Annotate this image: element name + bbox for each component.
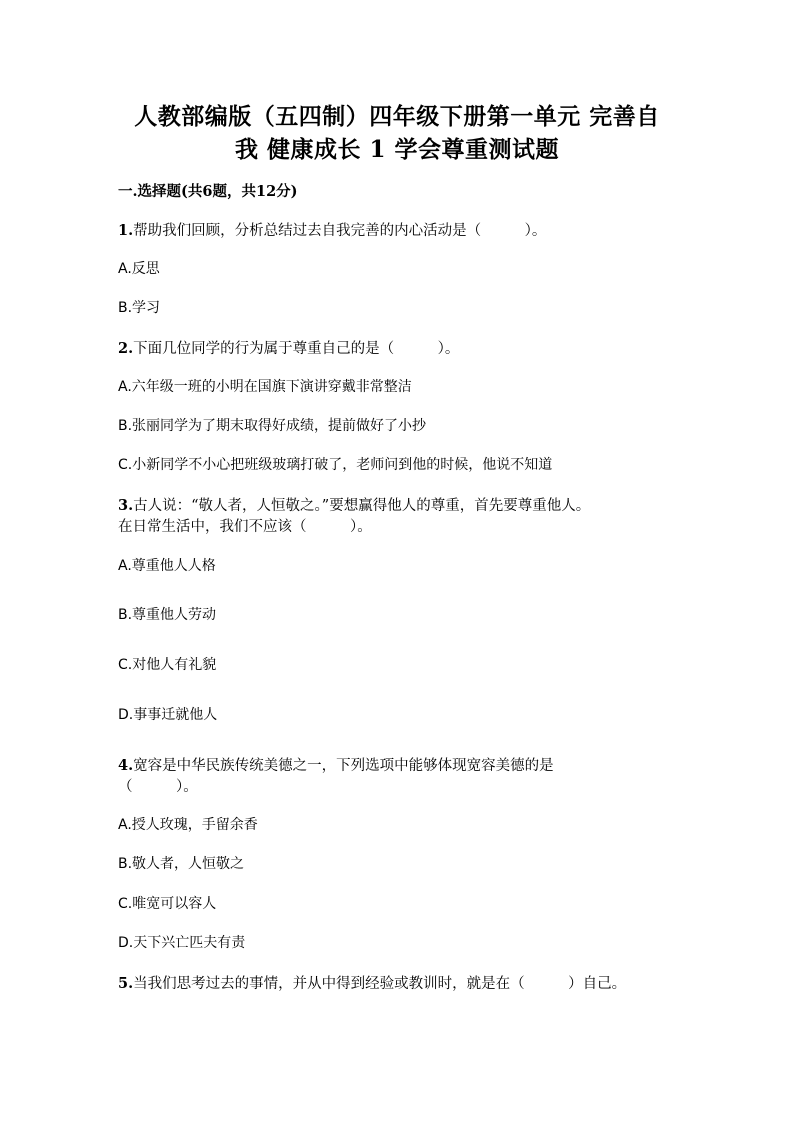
question-3 <box>118 494 590 515</box>
question-2-option-b: B.张丽同学为了期末取得好成绩，提前做好了小抄 <box>118 418 427 434</box>
question-3-option-d: D.事事迁就他人 <box>118 707 218 723</box>
question-1-number: 1. <box>118 222 134 239</box>
question-1-option-a: A.反思 <box>118 261 160 277</box>
section-heading: 一.选择题(共6题，共12分) <box>118 183 298 200</box>
question-4-text: 宽容是中华民族传统美德之一，下列选项中能够体现宽容美德的是 <box>133 758 554 774</box>
question-4-text-line-2: （ ）。 <box>118 779 198 795</box>
question-4-option-c: C.唯宽可以容人 <box>118 896 217 912</box>
question-3-option-c: C.对他人有礼貌 <box>118 657 217 673</box>
question-3-text: 古人说：“敬人者，人恒敬之。”要想赢得他人的尊重，首先要尊重他人。 <box>133 498 591 514</box>
question-4 <box>118 754 554 775</box>
question-5 <box>118 972 626 993</box>
question-1 <box>118 219 546 240</box>
question-2-number: 2. <box>118 340 134 357</box>
question-3-option-a: A.尊重他人人格 <box>118 558 216 574</box>
question-2-option-c: C.小新同学不小心把班级玻璃打破了，老师问到他的时候，他说不知道 <box>118 457 553 473</box>
question-1-text: 帮助我们回顾，分析总结过去自我完善的内心活动是（ ）。 <box>133 223 547 239</box>
document-title-line-2: 我 健康成长 1 学会尊重测试题 <box>234 136 560 163</box>
question-2 <box>118 337 459 358</box>
question-3-text-line-2: 在日常生活中，我们不应该（ ）。 <box>118 519 372 535</box>
question-2-option-a: A.六年级一班的小明在国旗下演讲穿戴非常整洁 <box>118 379 412 395</box>
question-4-number: 4. <box>118 757 134 774</box>
question-3-number: 3. <box>118 497 134 514</box>
question-4-option-d: D.天下兴亡匹夫有责 <box>118 935 246 951</box>
question-1-option-b: B.学习 <box>118 300 161 316</box>
question-4-option-b: B.敬人者，人恒敬之 <box>118 856 245 872</box>
question-4-option-a: A.授人玫瑰，手留余香 <box>118 817 258 833</box>
question-5-number: 5. <box>118 975 134 992</box>
question-2-text: 下面几位同学的行为属于尊重自己的是（ ）。 <box>133 341 460 357</box>
question-3-option-b: B.尊重他人劳动 <box>118 607 217 623</box>
question-5-text: 当我们思考过去的事情，并从中得到经验或教训时，就是在（ ）自己。 <box>133 976 627 992</box>
document-title-line-1: 人教部编版（五四制）四年级下册第一单元 完善自 <box>134 103 660 130</box>
